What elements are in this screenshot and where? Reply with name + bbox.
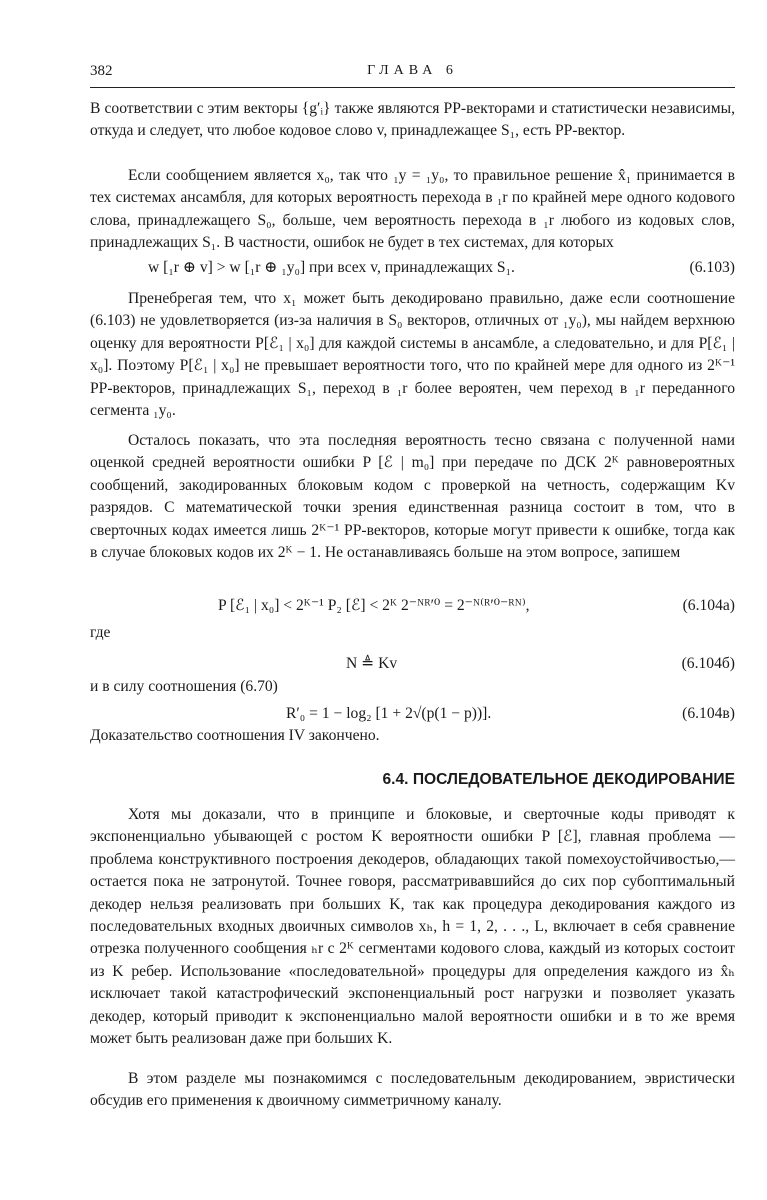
paragraph: Хотя мы доказали, что в принципе и блоковые, и сверточные коды приводят к экспоненциально убывающей с ростом K вероятности ошибки P [ℰ], главная проблема — проблема конструктивного построения декодеров, обладающих такой помехоустойчивостью,— остается пока не затронутой. Точнее говоря, рассматривавшийся до сих пор субоптимальный декодер нельзя реализовать при больших K, так как процедура декодирования каждого из последовательных входных двоичных символов xₕ, h = 1, 2, . . ., L, включает в себя сравнение отрезка полученного сообщения ₕr с 2ᴷ сегментами кодового слова, каждый из которых состоит из K ребер. Использование «последовательной» процедуры для определения каждого из x̂ₕ исключает такой катастрофический экспоненциальный рост нагрузки и позволяет указать декодер, который приводит к экспоненциально малой вероятности ошибки и в то же время может быть реализован даже при больших K. — [90, 806, 735, 1048]
paragraph: Если сообщением является x₀, так что ₁y = ₁y₀, то правильное решение x̂₁ принимается в тех системах ансамбля, для которых вероятность перехода в ₁r по крайней мере одного кодового слова, принадлежащего S₀, больше, чем вероятность перехода в ₁r любого из кодовых слов, принадлежащих S₁. В частности, ошибок не будет в тех системах, для которых — [90, 167, 735, 252]
paragraph: В соответствии с этим векторы {g′ᵢ} также являются РР-векторами и статистически независимы, откуда и следует, что любое кодовое слово v, принадлежащее S₁, есть РР-вектор. — [90, 100, 735, 140]
paragraph-section-plan — [90, 1068, 735, 1113]
paragraph-upper-bound — [90, 288, 735, 422]
proof-end-statement: Доказательство соотношения IV закончено. — [90, 727, 380, 744]
equation-formula: N ≜ Kv — [346, 655, 398, 672]
equation-number: (6.104в) — [682, 705, 735, 722]
equation-6-104a — [90, 594, 735, 618]
paragraph-continuation — [90, 98, 735, 143]
equation-number: (6.104а) — [682, 597, 735, 614]
section-heading: 6.4. ПОСЛЕДОВАТЕЛЬНОЕ ДЕКОДИРОВАНИЕ — [382, 771, 735, 788]
where-word: где — [90, 624, 111, 641]
relation-reference: и в силу соотношения (6.70) — [90, 678, 278, 695]
equation-formula: P [ℰ₁ | x₀] < 2ᴷ⁻¹ P₂ [ℰ] < 2ᴷ 2⁻ᴺᴿ′⁰ = 2⁻ᴺ⁽ᴿ′⁰⁻ᴿᴺ⁾, — [218, 597, 530, 614]
running-header — [90, 63, 735, 85]
paragraph: Пренебрегая тем, что x₁ может быть декодировано правильно, даже если соотношение (6.103) не удовлетворяется (из-за наличия в S₀ векторов, отличных от ₁y₀), мы найдем верхнюю оценку для вероятности P[ℰ₁ | x₀] для каждой системы в ансамбле, а следовательно, и для P[ℰ₁ | x₀]. Поэтому P[ℰ₁ | x₀] не превышает вероятности того, что по крайней мере для одного из 2ᴷ⁻¹ РР-векторов, принадлежащих S₁, переход в ₁r более вероятен, чем переход в ₁r переданного сегмента ₁y₀. — [90, 290, 735, 420]
equation-6-104v — [90, 702, 735, 726]
header-rule — [90, 87, 735, 88]
paragraph-sequential-intro — [90, 804, 735, 1050]
chapter-title: ГЛАВА 6 — [367, 63, 458, 78]
equation-formula: R′₀ = 1 − log₂ [1 + 2√(p(1 − p))]. — [286, 705, 492, 722]
equation-number: (6.104б) — [681, 655, 735, 672]
paragraph-remaining-proof — [90, 430, 735, 564]
paragraph: Осталось показать, что эта последняя вероятность тесно связана с полученной нами оценкой средней вероятности ошибки P [ℰ | m₀] при передаче по ДСК 2ᴷ равновероятных сообщений, закодированных блоковым кодом с проверкой на четность, содержащим Kv разрядов. С математической точки зрения единственная разница состоит в том, что в сверточных кодах имеется лишь 2ᴷ⁻¹ РР-векторов, которые могут привести к ошибке, тогда как в случае блоковых кодов их 2ᴷ − 1. Не останавливаясь больше на этом вопросе, запишем — [90, 432, 735, 562]
equation-formula: w [₁r ⊕ v] > w [₁r ⊕ ₁y₀] при всех v, принадлежащих S₁. — [148, 259, 515, 276]
paragraph-message-decision — [90, 165, 735, 255]
equation-6-103 — [90, 256, 735, 280]
equation-6-104b — [90, 652, 735, 676]
paragraph: В этом разделе мы познакомимся с последовательным декодированием, эвристически обсудив его применения к двоичному симметричному каналу. — [90, 1070, 735, 1110]
page-number: 382 — [90, 63, 113, 79]
equation-number: (6.103) — [689, 259, 735, 276]
